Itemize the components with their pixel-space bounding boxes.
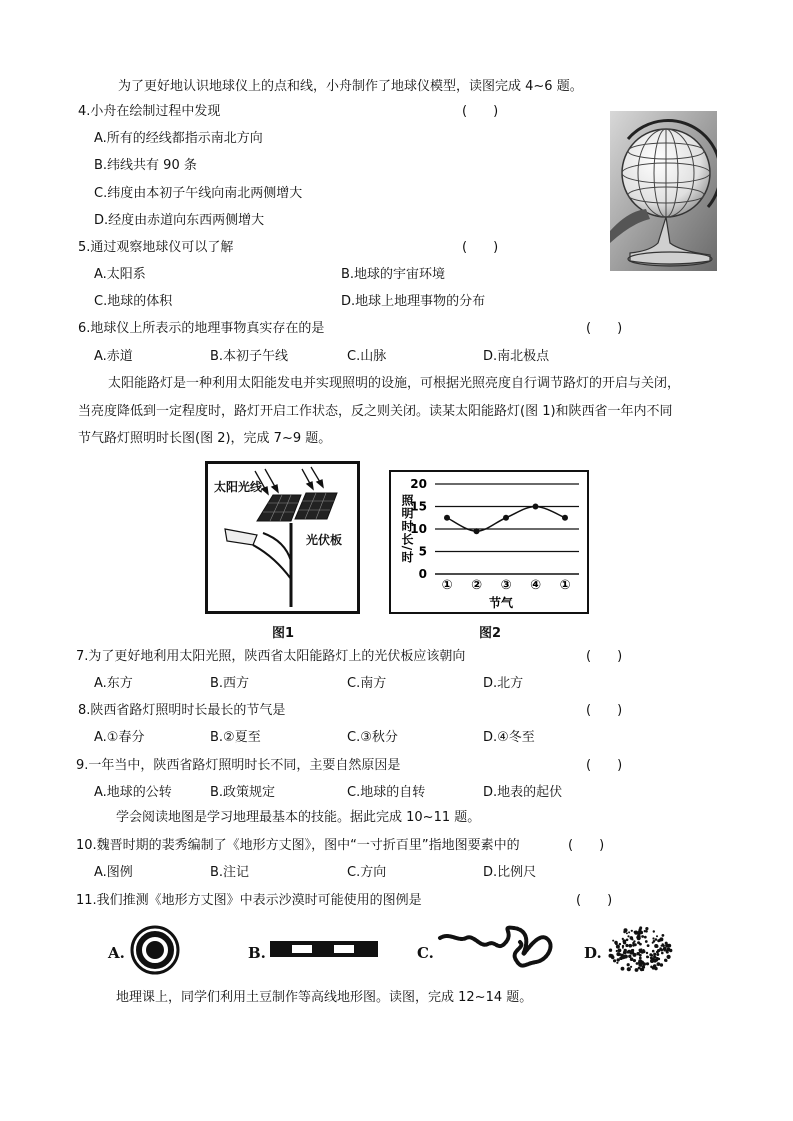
x-tick-label-3: ③ xyxy=(500,578,512,593)
wavy-boundary-legend-icon[interactable] xyxy=(436,922,556,976)
railway-legend-icon[interactable] xyxy=(270,941,378,957)
sand-dot xyxy=(638,961,642,965)
question-7-option-d[interactable]: D.北方 xyxy=(483,676,524,691)
question-10-option-b[interactable]: B.注记 xyxy=(210,865,250,880)
sand-dot xyxy=(631,930,633,932)
intro-7-9-line-1: 太阳能路灯是一种利用太阳能发电并实现照明的设施，可根据光照亮度自行调节路灯的开启与关闭， xyxy=(108,376,681,391)
legend-option-b-label[interactable]: B. xyxy=(248,944,266,962)
question-10-stem: 10.魏晋时期的裴秀编制了《地形方丈图》，图中“一寸折百里”指地图要素中的 xyxy=(76,838,520,853)
sand-dot xyxy=(619,943,621,945)
sand-dot xyxy=(622,938,624,940)
sand-dot xyxy=(639,954,642,957)
sand-dot xyxy=(665,959,668,962)
sand-dot xyxy=(666,951,669,954)
question-9-blank[interactable]: ( ) xyxy=(586,758,623,773)
sand-dot xyxy=(667,955,671,959)
y-tick-label-10: 10 xyxy=(410,522,427,536)
sand-dot xyxy=(621,967,625,971)
question-5-option-d[interactable]: D.地球上地理事物的分布 xyxy=(341,294,486,309)
sand-dot xyxy=(616,952,620,956)
x-tick-label-2: ② xyxy=(470,578,483,593)
sand-dot xyxy=(628,955,631,958)
intro-12-14: 地理课上，同学们利用土豆制作等高线地形图。读图，完成 12~14 题。 xyxy=(116,990,533,1005)
question-5-stem: 5.通过观察地球仪可以了解 xyxy=(78,240,234,255)
question-9-stem: 9.一年当中，陕西省路灯照明时长不同，主要自然原因是 xyxy=(76,758,401,773)
sand-dot xyxy=(647,944,650,947)
sand-dot xyxy=(630,950,634,954)
sand-dot xyxy=(630,966,632,968)
sand-dot xyxy=(639,957,642,960)
sand-dot xyxy=(612,940,614,942)
sand-dot xyxy=(626,932,628,934)
question-8-option-d[interactable]: D.④冬至 xyxy=(483,730,535,745)
sand-dot xyxy=(623,941,626,944)
sand-dot xyxy=(626,939,629,942)
sand-dot xyxy=(624,928,628,932)
sun-rays-label: 太阳光线 xyxy=(214,480,263,494)
sand-dot xyxy=(659,937,663,941)
y-tick-label-0: 0 xyxy=(418,567,427,581)
data-point-3 xyxy=(503,515,509,521)
sand-dot xyxy=(657,962,661,966)
x-tick-label-1: ① xyxy=(441,578,453,593)
question-4-stem: 4.小舟在绘制过程中发现 xyxy=(78,104,221,119)
sand-dot xyxy=(632,944,635,947)
question-5-option-a[interactable]: A.太阳系 xyxy=(94,267,146,282)
sand-dot xyxy=(662,943,664,945)
sand-dot xyxy=(636,936,638,938)
sand-dot xyxy=(667,944,670,947)
question-10-option-d[interactable]: D.比例尺 xyxy=(483,865,537,880)
question-7-stem: 7.为了更好地利用太阳光照，陕西省太阳能路灯上的光伏板应该朝向 xyxy=(76,649,466,664)
question-9-option-c[interactable]: C.地球的自转 xyxy=(347,785,426,800)
y-tick-label-5: 5 xyxy=(418,544,427,559)
sand-dot xyxy=(661,952,664,955)
sand-dot xyxy=(645,940,648,943)
sand-dot xyxy=(613,959,616,962)
question-7-option-a[interactable]: A.东方 xyxy=(94,676,133,691)
sand-dot xyxy=(616,950,618,952)
sand-dot xyxy=(657,949,660,952)
sand-dot xyxy=(654,967,657,970)
sand-dot xyxy=(627,951,630,954)
sand-dot xyxy=(656,935,658,937)
question-6-stem: 6.地球仪上所表示的地理事物真实存在的是 xyxy=(78,321,325,336)
question-5-blank[interactable]: ( ) xyxy=(462,240,499,255)
question-4-blank[interactable]: ( ) xyxy=(462,104,499,119)
figure-2-caption: 图2 xyxy=(479,626,502,641)
data-point-4 xyxy=(533,504,539,510)
question-4-option-c[interactable]: C.纬度由本初子午线向南北两侧增大 xyxy=(94,186,303,201)
sand-dot xyxy=(630,957,634,961)
sand-dot xyxy=(636,952,638,954)
question-6-option-d[interactable]: D.南北极点 xyxy=(483,349,550,364)
sand-dot xyxy=(627,967,631,971)
question-4-option-b[interactable]: B.纬线共有 90 条 xyxy=(94,158,197,173)
sand-dot xyxy=(616,962,618,964)
data-point-1 xyxy=(444,515,450,521)
question-6-option-c[interactable]: C.山脉 xyxy=(347,349,387,364)
question-11-stem: 11.我们推测《地形方丈图》中表示沙漠时可能使用的图例是 xyxy=(76,893,422,908)
question-10-option-a[interactable]: A.图例 xyxy=(94,865,133,880)
x-axis-label: 节气 xyxy=(488,596,514,610)
sand-dot xyxy=(663,949,665,951)
sand-dot xyxy=(639,943,642,946)
sand-dot xyxy=(635,968,639,972)
intro-10-11: 学会阅读地图是学习地理最基本的技能。据此完成 10~11 题。 xyxy=(116,810,481,825)
question-11-blank[interactable]: ( ) xyxy=(576,893,613,908)
sand-dot xyxy=(633,940,635,942)
sand-dot xyxy=(616,945,620,949)
sand-dot xyxy=(653,940,656,943)
sand-dot xyxy=(657,958,659,960)
sand-dot xyxy=(646,962,649,965)
legend-option-a-label[interactable]: A. xyxy=(108,944,125,962)
intro-7-9-line-2: 当亮度降低到一定程度时，路灯开启工作状态，反之则关闭。读某太阳能路灯(图 1)和陕西省一年内不同 xyxy=(78,404,673,419)
sand-dot xyxy=(622,947,624,949)
sand-dot xyxy=(640,948,643,951)
sand-dot xyxy=(653,953,656,956)
question-6-option-b[interactable]: B.本初子午线 xyxy=(210,349,289,364)
sand-dot xyxy=(609,949,612,952)
question-9-option-a[interactable]: A.地球的公转 xyxy=(94,785,172,800)
sand-dot xyxy=(654,944,658,948)
x-tick-label-4: ④ xyxy=(529,578,542,593)
question-9-option-b[interactable]: B.政策规定 xyxy=(210,785,276,800)
question-5-option-c[interactable]: C.地球的体积 xyxy=(94,294,173,309)
x-tick-label-5: ① xyxy=(559,578,571,593)
sand-dot xyxy=(646,952,648,954)
question-8-blank[interactable]: ( ) xyxy=(586,703,623,718)
y-axis-label: 照明时长/时 xyxy=(400,493,414,565)
desert-dots-legend-icon[interactable] xyxy=(605,923,675,977)
intro-7-9-line-3: 节气路灯照明时长图(图 2)，完成 7~9 题。 xyxy=(78,431,332,446)
sand-dot xyxy=(618,949,621,952)
figure-1-caption: 图1 xyxy=(272,626,295,641)
question-4-option-d[interactable]: D.经度由赤道向东西两侧增大 xyxy=(94,213,265,228)
intro-4-6: 为了更好地认识地球仪上的点和线，小舟制作了地球仪模型，读图完成 4~6 题。 xyxy=(118,79,583,94)
sand-dot xyxy=(653,930,655,932)
question-10-option-c[interactable]: C.方向 xyxy=(347,865,387,880)
sand-dot xyxy=(625,944,628,947)
sand-dot xyxy=(644,936,647,939)
sand-dot xyxy=(642,965,645,968)
data-point-5 xyxy=(562,515,568,521)
sand-dot xyxy=(644,930,646,932)
sand-dot xyxy=(652,937,654,939)
sand-dot xyxy=(639,926,642,929)
question-7-option-c[interactable]: C.南方 xyxy=(347,676,387,691)
question-8-option-b[interactable]: B.②夏至 xyxy=(210,730,261,745)
question-5-option-b[interactable]: B.地球的宇宙环境 xyxy=(341,267,446,282)
sand-dot xyxy=(650,966,653,969)
sand-dot xyxy=(614,941,618,945)
sand-dot xyxy=(651,954,653,956)
sand-dot xyxy=(641,935,644,938)
sand-dot xyxy=(633,959,636,962)
legend-option-d-label[interactable]: D. xyxy=(584,944,602,962)
sand-dot xyxy=(640,931,644,935)
sand-dot xyxy=(656,953,659,956)
sand-dot xyxy=(655,938,658,941)
sand-dot xyxy=(643,949,645,951)
legend-option-c-label[interactable]: C. xyxy=(417,944,434,962)
question-8-stem: 8.陕西省路灯照明时长最长的节气是 xyxy=(78,703,286,718)
sand-dot xyxy=(645,927,648,930)
sand-dot xyxy=(629,944,633,948)
sand-dot xyxy=(636,962,639,965)
question-7-option-b[interactable]: B.西方 xyxy=(210,676,250,691)
y-tick-label-15: 15 xyxy=(410,499,427,514)
question-8-option-c[interactable]: C.③秋分 xyxy=(347,730,398,745)
sand-dot xyxy=(630,936,634,940)
question-6-blank[interactable]: ( ) xyxy=(586,321,623,336)
photovoltaic-panel-label: 光伏板 xyxy=(306,533,343,547)
y-tick-label-20: 20 xyxy=(410,477,427,491)
oasis-ring-legend-icon[interactable] xyxy=(129,924,181,976)
question-8-option-a[interactable]: A.①春分 xyxy=(94,730,145,745)
question-10-blank[interactable]: ( ) xyxy=(568,838,605,853)
sand-dot xyxy=(662,934,665,937)
sand-dot xyxy=(627,935,629,937)
question-9-option-d[interactable]: D.地表的起伏 xyxy=(483,785,563,800)
sand-dot xyxy=(623,951,627,955)
question-4-option-a[interactable]: A.所有的经线都指示南北方向 xyxy=(94,131,263,146)
lighting-duration-chart xyxy=(389,470,589,614)
sand-dot xyxy=(660,949,663,952)
question-7-blank[interactable]: ( ) xyxy=(586,649,623,664)
sand-dot xyxy=(652,950,655,953)
sand-dot xyxy=(646,956,649,959)
sand-dot xyxy=(651,958,654,961)
data-point-2 xyxy=(474,528,480,534)
sand-dot xyxy=(627,963,630,966)
globe-photo xyxy=(610,111,717,271)
sand-dot xyxy=(622,955,626,959)
sand-dot xyxy=(611,954,613,956)
sand-dot xyxy=(628,931,630,933)
question-6-option-a[interactable]: A.赤道 xyxy=(94,349,133,364)
sand-dot xyxy=(669,949,672,952)
